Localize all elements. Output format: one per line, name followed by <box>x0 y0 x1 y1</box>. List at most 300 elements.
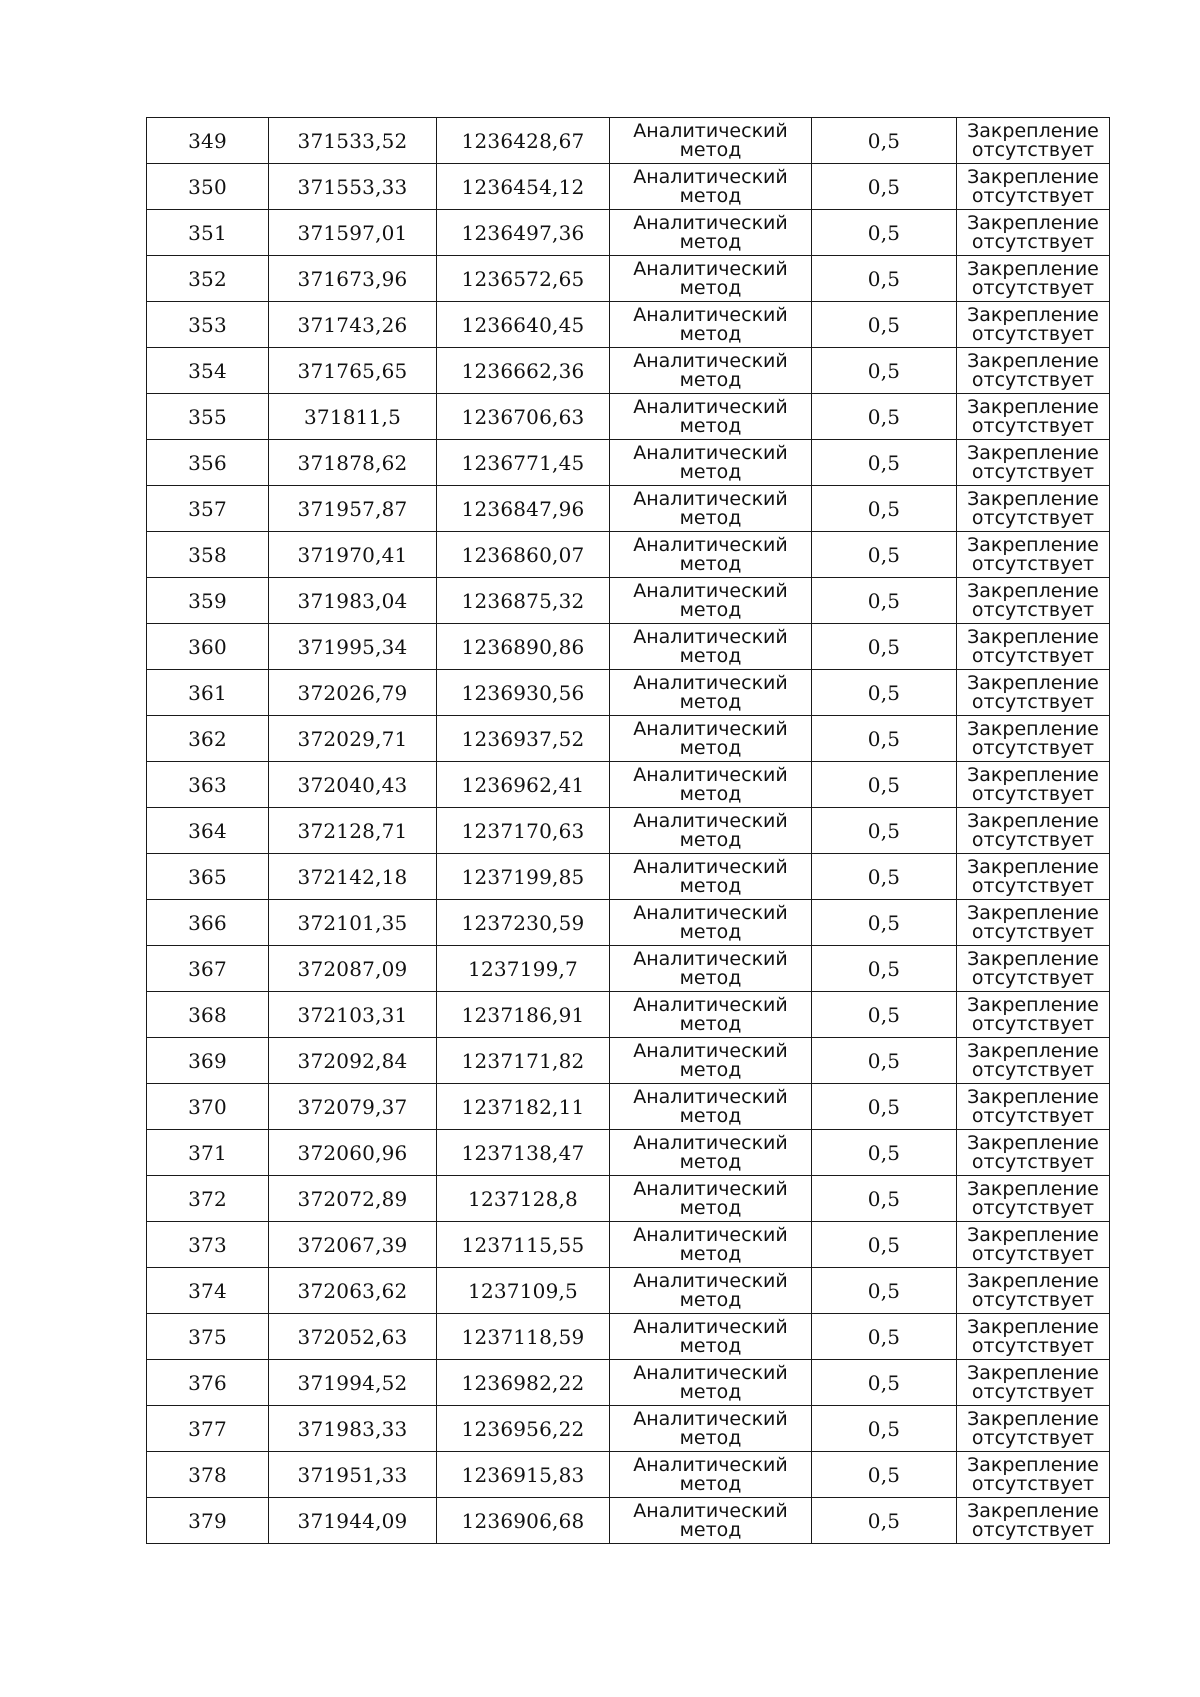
method-line-1: Аналитический <box>633 1269 788 1292</box>
method-line-2: метод <box>679 736 742 759</box>
y-coordinate-cell: 1236572,65 <box>437 256 610 302</box>
fixation-line-1: Закрепление <box>967 257 1099 280</box>
fixation-line-1: Закрепление <box>967 947 1099 970</box>
fixation-line-1: Закрепление <box>967 441 1099 464</box>
fixation-cell <box>957 624 1110 670</box>
fixation-line-2: отсутствует <box>971 690 1095 713</box>
fixation-line-1: Закрепление <box>967 119 1099 142</box>
fixation-line-1: Закрепление <box>967 855 1099 878</box>
y-coordinate-cell: 1237109,5 <box>437 1268 610 1314</box>
x-coordinate-cell: 371951,33 <box>269 1452 437 1498</box>
fixation-cell <box>957 1222 1110 1268</box>
y-coordinate-cell: 1237138,47 <box>437 1130 610 1176</box>
fixation-line-1: Закрепление <box>967 349 1099 372</box>
x-coordinate-cell: 371944,09 <box>269 1498 437 1544</box>
y-coordinate-cell: 1237182,11 <box>437 1084 610 1130</box>
accuracy-cell: 0,5 <box>812 1038 957 1084</box>
fixation-cell <box>957 670 1110 716</box>
y-coordinate-cell: 1236890,86 <box>437 624 610 670</box>
point-number-cell: 363 <box>147 762 269 808</box>
fixation-line-2: отсутствует <box>971 828 1095 851</box>
accuracy-cell: 0,5 <box>812 808 957 854</box>
y-coordinate-cell: 1236962,41 <box>437 762 610 808</box>
method-cell <box>610 256 812 302</box>
fixation-line-2: отсутствует <box>971 1288 1095 1311</box>
accuracy-cell: 0,5 <box>812 1498 957 1544</box>
method-line-1: Аналитический <box>633 579 788 602</box>
point-number-cell: 361 <box>147 670 269 716</box>
table-row <box>147 716 1110 762</box>
y-coordinate-cell: 1237230,59 <box>437 900 610 946</box>
method-line-1: Аналитический <box>633 763 788 786</box>
fixation-line-1: Закрепление <box>967 671 1099 694</box>
method-cell <box>610 762 812 808</box>
method-line-2: метод <box>679 828 742 851</box>
fixation-line-1: Закрепление <box>967 1223 1099 1246</box>
accuracy-cell: 0,5 <box>812 624 957 670</box>
method-line-2: метод <box>679 230 742 253</box>
fixation-line-2: отсутствует <box>971 184 1095 207</box>
method-line-1: Аналитический <box>633 1315 788 1338</box>
x-coordinate-cell: 371533,52 <box>269 118 437 164</box>
method-line-1: Аналитический <box>633 211 788 234</box>
method-line-2: метод <box>679 966 742 989</box>
fixation-line-1: Закрепление <box>967 395 1099 418</box>
method-line-1: Аналитический <box>633 1499 788 1522</box>
x-coordinate-cell: 372092,84 <box>269 1038 437 1084</box>
table-row <box>147 1130 1110 1176</box>
fixation-line-2: отсутствует <box>971 644 1095 667</box>
fixation-cell <box>957 348 1110 394</box>
fixation-cell <box>957 532 1110 578</box>
method-line-2: метод <box>679 184 742 207</box>
y-coordinate-cell: 1237199,7 <box>437 946 610 992</box>
method-cell <box>610 302 812 348</box>
y-coordinate-cell: 1236706,63 <box>437 394 610 440</box>
method-cell <box>610 992 812 1038</box>
point-number-cell: 378 <box>147 1452 269 1498</box>
x-coordinate-cell: 371994,52 <box>269 1360 437 1406</box>
fixation-line-2: отсутствует <box>971 1472 1095 1495</box>
method-cell <box>610 210 812 256</box>
point-number-cell: 373 <box>147 1222 269 1268</box>
table-row <box>147 532 1110 578</box>
method-cell <box>610 486 812 532</box>
fixation-cell <box>957 716 1110 762</box>
fixation-line-1: Закрепление <box>967 901 1099 924</box>
fixation-line-2: отсутствует <box>971 1104 1095 1127</box>
method-cell <box>610 1360 812 1406</box>
method-cell <box>610 532 812 578</box>
point-number-cell: 368 <box>147 992 269 1038</box>
table-row <box>147 440 1110 486</box>
fixation-cell <box>957 854 1110 900</box>
fixation-cell <box>957 210 1110 256</box>
point-number-cell: 349 <box>147 118 269 164</box>
method-line-2: метод <box>679 1518 742 1541</box>
y-coordinate-cell: 1237128,8 <box>437 1176 610 1222</box>
table-row <box>147 394 1110 440</box>
method-line-1: Аналитический <box>633 119 788 142</box>
method-cell <box>610 440 812 486</box>
table-row <box>147 854 1110 900</box>
y-coordinate-cell: 1236956,22 <box>437 1406 610 1452</box>
fixation-cell <box>957 1268 1110 1314</box>
fixation-line-2: отсутствует <box>971 414 1095 437</box>
y-coordinate-cell: 1236875,32 <box>437 578 610 624</box>
method-line-1: Аналитический <box>633 1407 788 1430</box>
y-coordinate-cell: 1237118,59 <box>437 1314 610 1360</box>
fixation-line-2: отсутствует <box>971 1242 1095 1265</box>
fixation-line-1: Закрепление <box>967 1131 1099 1154</box>
point-number-cell: 356 <box>147 440 269 486</box>
fixation-cell <box>957 256 1110 302</box>
method-line-1: Аналитический <box>633 303 788 326</box>
x-coordinate-cell: 371597,01 <box>269 210 437 256</box>
table-row <box>147 486 1110 532</box>
y-coordinate-cell: 1236428,67 <box>437 118 610 164</box>
table-row <box>147 302 1110 348</box>
point-number-cell: 366 <box>147 900 269 946</box>
accuracy-cell: 0,5 <box>812 670 957 716</box>
y-coordinate-cell: 1237199,85 <box>437 854 610 900</box>
accuracy-cell: 0,5 <box>812 440 957 486</box>
method-line-1: Аналитический <box>633 1177 788 1200</box>
table-row <box>147 992 1110 1038</box>
fixation-line-1: Закрепление <box>967 1499 1099 1522</box>
fixation-line-2: отсутствует <box>971 1334 1095 1357</box>
accuracy-cell: 0,5 <box>812 256 957 302</box>
method-line-2: метод <box>679 506 742 529</box>
method-cell <box>610 670 812 716</box>
point-number-cell: 367 <box>147 946 269 992</box>
fixation-cell <box>957 440 1110 486</box>
method-line-1: Аналитический <box>633 1039 788 1062</box>
fixation-cell <box>957 486 1110 532</box>
table-row <box>147 256 1110 302</box>
fixation-line-1: Закрепление <box>967 1269 1099 1292</box>
accuracy-cell: 0,5 <box>812 1360 957 1406</box>
accuracy-cell: 0,5 <box>812 900 957 946</box>
fixation-line-2: отсутствует <box>971 782 1095 805</box>
fixation-cell <box>957 808 1110 854</box>
table-row <box>147 578 1110 624</box>
x-coordinate-cell: 372128,71 <box>269 808 437 854</box>
method-line-2: метод <box>679 782 742 805</box>
point-number-cell: 352 <box>147 256 269 302</box>
fixation-line-2: отсутствует <box>971 736 1095 759</box>
fixation-line-2: отсутствует <box>971 1426 1095 1449</box>
y-coordinate-cell: 1236771,45 <box>437 440 610 486</box>
fixation-line-1: Закрепление <box>967 1361 1099 1384</box>
fixation-line-2: отсутствует <box>971 138 1095 161</box>
fixation-line-1: Закрепление <box>967 303 1099 326</box>
method-line-2: метод <box>679 1242 742 1265</box>
accuracy-cell: 0,5 <box>812 118 957 164</box>
x-coordinate-cell: 371983,33 <box>269 1406 437 1452</box>
method-line-2: метод <box>679 1426 742 1449</box>
method-line-2: метод <box>679 1012 742 1035</box>
method-line-1: Аналитический <box>633 717 788 740</box>
fixation-line-1: Закрепление <box>967 717 1099 740</box>
accuracy-cell: 0,5 <box>812 1084 957 1130</box>
table-row <box>147 1406 1110 1452</box>
method-line-1: Аналитический <box>633 625 788 648</box>
accuracy-cell: 0,5 <box>812 946 957 992</box>
x-coordinate-cell: 372067,39 <box>269 1222 437 1268</box>
method-line-1: Аналитический <box>633 901 788 924</box>
accuracy-cell: 0,5 <box>812 992 957 1038</box>
method-cell <box>610 1268 812 1314</box>
coordinates-table-body <box>147 118 1110 1544</box>
accuracy-cell: 0,5 <box>812 394 957 440</box>
method-line-2: метод <box>679 138 742 161</box>
table-row <box>147 1222 1110 1268</box>
point-number-cell: 371 <box>147 1130 269 1176</box>
table-row <box>147 624 1110 670</box>
method-line-1: Аналитический <box>633 165 788 188</box>
fixation-line-1: Закрепление <box>967 1177 1099 1200</box>
point-number-cell: 359 <box>147 578 269 624</box>
point-number-cell: 358 <box>147 532 269 578</box>
fixation-cell <box>957 1176 1110 1222</box>
x-coordinate-cell: 371743,26 <box>269 302 437 348</box>
x-coordinate-cell: 371673,96 <box>269 256 437 302</box>
fixation-line-2: отсутствует <box>971 230 1095 253</box>
method-cell <box>610 624 812 670</box>
table-row <box>147 900 1110 946</box>
point-number-cell: 372 <box>147 1176 269 1222</box>
fixation-line-2: отсутствует <box>971 1518 1095 1541</box>
x-coordinate-cell: 372063,62 <box>269 1268 437 1314</box>
fixation-line-2: отсутствует <box>971 368 1095 391</box>
method-line-2: метод <box>679 1380 742 1403</box>
y-coordinate-cell: 1236930,56 <box>437 670 610 716</box>
x-coordinate-cell: 371553,33 <box>269 164 437 210</box>
table-row <box>147 1314 1110 1360</box>
fixation-line-1: Закрепление <box>967 1407 1099 1430</box>
method-cell <box>610 164 812 210</box>
fixation-cell <box>957 118 1110 164</box>
method-line-1: Аналитический <box>633 395 788 418</box>
accuracy-cell: 0,5 <box>812 762 957 808</box>
method-cell <box>610 348 812 394</box>
y-coordinate-cell: 1236860,07 <box>437 532 610 578</box>
method-cell <box>610 1452 812 1498</box>
point-number-cell: 364 <box>147 808 269 854</box>
coordinates-table <box>146 117 1110 1544</box>
x-coordinate-cell: 372101,35 <box>269 900 437 946</box>
method-line-1: Аналитический <box>633 855 788 878</box>
method-cell <box>610 1130 812 1176</box>
point-number-cell: 353 <box>147 302 269 348</box>
accuracy-cell: 0,5 <box>812 1452 957 1498</box>
point-number-cell: 377 <box>147 1406 269 1452</box>
accuracy-cell: 0,5 <box>812 486 957 532</box>
method-cell <box>610 1222 812 1268</box>
fixation-cell <box>957 164 1110 210</box>
point-number-cell: 357 <box>147 486 269 532</box>
fixation-line-2: отсутствует <box>971 1380 1095 1403</box>
fixation-line-2: отсутствует <box>971 506 1095 529</box>
method-line-1: Аналитический <box>633 1223 788 1246</box>
fixation-cell <box>957 394 1110 440</box>
accuracy-cell: 0,5 <box>812 854 957 900</box>
point-number-cell: 379 <box>147 1498 269 1544</box>
fixation-line-2: отсутствует <box>971 322 1095 345</box>
method-cell <box>610 854 812 900</box>
x-coordinate-cell: 372029,71 <box>269 716 437 762</box>
fixation-line-1: Закрепление <box>967 1453 1099 1476</box>
fixation-line-2: отсутствует <box>971 966 1095 989</box>
fixation-line-1: Закрепление <box>967 1085 1099 1108</box>
accuracy-cell: 0,5 <box>812 1176 957 1222</box>
x-coordinate-cell: 372040,43 <box>269 762 437 808</box>
fixation-line-2: отсутствует <box>971 552 1095 575</box>
fixation-cell <box>957 1498 1110 1544</box>
fixation-cell <box>957 1360 1110 1406</box>
method-cell <box>610 578 812 624</box>
point-number-cell: 365 <box>147 854 269 900</box>
x-coordinate-cell: 371983,04 <box>269 578 437 624</box>
table-row <box>147 1084 1110 1130</box>
fixation-cell <box>957 1406 1110 1452</box>
fixation-cell <box>957 578 1110 624</box>
method-line-2: метод <box>679 690 742 713</box>
x-coordinate-cell: 371970,41 <box>269 532 437 578</box>
fixation-cell <box>957 302 1110 348</box>
fixation-line-1: Закрепление <box>967 533 1099 556</box>
x-coordinate-cell: 371811,5 <box>269 394 437 440</box>
method-line-1: Аналитический <box>633 1131 788 1154</box>
fixation-cell <box>957 992 1110 1038</box>
y-coordinate-cell: 1237115,55 <box>437 1222 610 1268</box>
accuracy-cell: 0,5 <box>812 1314 957 1360</box>
fixation-line-1: Закрепление <box>967 625 1099 648</box>
fixation-cell <box>957 1130 1110 1176</box>
method-line-1: Аналитический <box>633 947 788 970</box>
method-line-2: метод <box>679 1334 742 1357</box>
y-coordinate-cell: 1236662,36 <box>437 348 610 394</box>
x-coordinate-cell: 371957,87 <box>269 486 437 532</box>
x-coordinate-cell: 372142,18 <box>269 854 437 900</box>
method-line-1: Аналитический <box>633 1453 788 1476</box>
x-coordinate-cell: 372052,63 <box>269 1314 437 1360</box>
fixation-line-1: Закрепление <box>967 1315 1099 1338</box>
y-coordinate-cell: 1236982,22 <box>437 1360 610 1406</box>
fixation-line-1: Закрепление <box>967 211 1099 234</box>
point-number-cell: 362 <box>147 716 269 762</box>
method-cell <box>610 900 812 946</box>
accuracy-cell: 0,5 <box>812 1222 957 1268</box>
accuracy-cell: 0,5 <box>812 302 957 348</box>
method-line-1: Аналитический <box>633 257 788 280</box>
y-coordinate-cell: 1236915,83 <box>437 1452 610 1498</box>
y-coordinate-cell: 1236497,36 <box>437 210 610 256</box>
fixation-cell <box>957 1452 1110 1498</box>
method-cell <box>610 1084 812 1130</box>
fixation-line-2: отсутствует <box>971 276 1095 299</box>
method-line-2: метод <box>679 414 742 437</box>
method-cell <box>610 1038 812 1084</box>
fixation-line-1: Закрепление <box>967 579 1099 602</box>
accuracy-cell: 0,5 <box>812 164 957 210</box>
fixation-line-2: отсутствует <box>971 874 1095 897</box>
fixation-line-2: отсутствует <box>971 598 1095 621</box>
accuracy-cell: 0,5 <box>812 532 957 578</box>
table-row <box>147 808 1110 854</box>
point-number-cell: 376 <box>147 1360 269 1406</box>
method-line-2: метод <box>679 874 742 897</box>
y-coordinate-cell: 1236640,45 <box>437 302 610 348</box>
method-line-1: Аналитический <box>633 487 788 510</box>
method-line-2: метод <box>679 1104 742 1127</box>
method-line-1: Аналитический <box>633 809 788 832</box>
method-cell <box>610 716 812 762</box>
accuracy-cell: 0,5 <box>812 1268 957 1314</box>
method-line-2: метод <box>679 322 742 345</box>
method-line-1: Аналитический <box>633 1361 788 1384</box>
fixation-cell <box>957 1084 1110 1130</box>
point-number-cell: 351 <box>147 210 269 256</box>
table-row <box>147 1452 1110 1498</box>
method-line-1: Аналитический <box>633 441 788 464</box>
point-number-cell: 350 <box>147 164 269 210</box>
method-cell <box>610 394 812 440</box>
fixation-line-1: Закрепление <box>967 763 1099 786</box>
point-number-cell: 375 <box>147 1314 269 1360</box>
method-line-2: метод <box>679 460 742 483</box>
fixation-line-1: Закрепление <box>967 1039 1099 1062</box>
method-line-2: метод <box>679 552 742 575</box>
fixation-cell <box>957 900 1110 946</box>
point-number-cell: 360 <box>147 624 269 670</box>
method-cell <box>610 808 812 854</box>
table-row <box>147 946 1110 992</box>
method-line-2: метод <box>679 276 742 299</box>
table-row <box>147 348 1110 394</box>
table-row <box>147 1360 1110 1406</box>
method-line-1: Аналитический <box>633 671 788 694</box>
fixation-line-1: Закрепление <box>967 809 1099 832</box>
method-line-1: Аналитический <box>633 993 788 1016</box>
fixation-line-2: отсутствует <box>971 1150 1095 1173</box>
table-row <box>147 118 1110 164</box>
method-line-2: метод <box>679 1196 742 1219</box>
method-cell <box>610 946 812 992</box>
point-number-cell: 369 <box>147 1038 269 1084</box>
method-line-2: метод <box>679 920 742 943</box>
method-cell <box>610 1314 812 1360</box>
y-coordinate-cell: 1236454,12 <box>437 164 610 210</box>
method-line-2: метод <box>679 644 742 667</box>
method-line-1: Аналитический <box>633 533 788 556</box>
x-coordinate-cell: 372026,79 <box>269 670 437 716</box>
y-coordinate-cell: 1237170,63 <box>437 808 610 854</box>
x-coordinate-cell: 371765,65 <box>269 348 437 394</box>
x-coordinate-cell: 372087,09 <box>269 946 437 992</box>
fixation-cell <box>957 762 1110 808</box>
accuracy-cell: 0,5 <box>812 1130 957 1176</box>
fixation-cell <box>957 946 1110 992</box>
x-coordinate-cell: 372079,37 <box>269 1084 437 1130</box>
fixation-line-1: Закрепление <box>967 993 1099 1016</box>
fixation-cell <box>957 1038 1110 1084</box>
method-line-1: Аналитический <box>633 1085 788 1108</box>
method-line-2: метод <box>679 1288 742 1311</box>
method-line-2: метод <box>679 1472 742 1495</box>
x-coordinate-cell: 371995,34 <box>269 624 437 670</box>
